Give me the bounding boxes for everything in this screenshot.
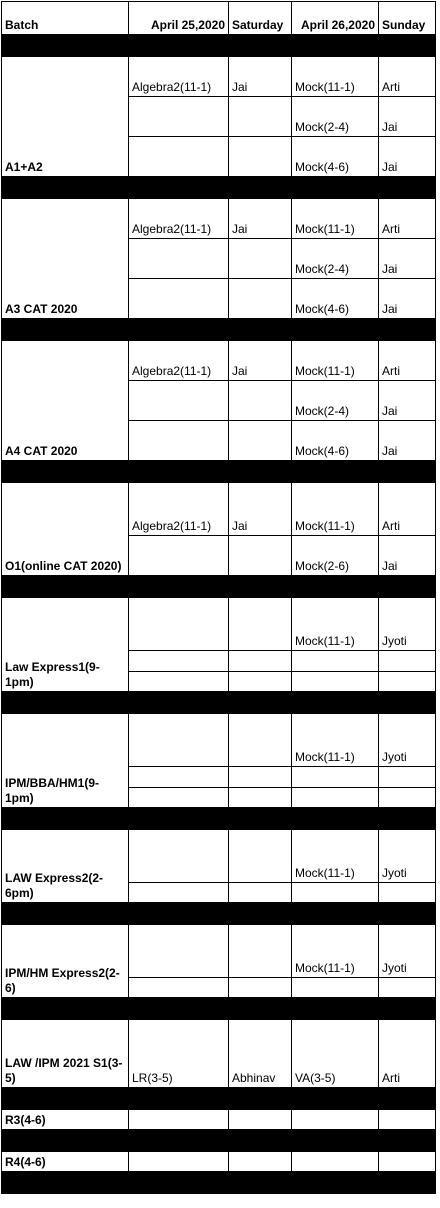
separator-cell <box>129 903 229 925</box>
header-date-2[interactable]: April 26,2020 <box>292 2 379 35</box>
separator-cell <box>129 1172 229 1194</box>
schedule-sheet <box>1 1 435 1194</box>
session-apr25[interactable]: Algebra2(11-1) <box>129 57 229 97</box>
session-apr25[interactable] <box>129 830 229 883</box>
header-day-1[interactable]: Saturday <box>229 2 292 35</box>
session-apr25[interactable] <box>129 536 229 576</box>
session-apr25[interactable] <box>129 421 229 461</box>
faculty-apr25[interactable]: Abhinav <box>229 1020 292 1088</box>
separator-cell <box>379 1172 436 1194</box>
faculty-apr26[interactable]: Arti <box>379 57 436 97</box>
session-apr25[interactable] <box>129 788 229 808</box>
separator-cell <box>292 1130 379 1152</box>
separator-cell <box>129 177 229 199</box>
session-apr25[interactable] <box>129 672 229 692</box>
header-row <box>2 2 436 35</box>
schedule-row <box>2 925 436 978</box>
faculty-apr26[interactable]: Jai <box>379 137 436 177</box>
faculty-apr25[interactable] <box>229 421 292 461</box>
session-apr25[interactable] <box>129 978 229 998</box>
session-apr26[interactable]: Mock(2-4) <box>292 381 379 421</box>
faculty-apr26[interactable]: Jai <box>379 97 436 137</box>
session-apr25[interactable] <box>129 925 229 978</box>
session-apr26[interactable]: Mock(11-1) <box>292 714 379 767</box>
separator-cell <box>292 808 379 830</box>
separator-cell <box>229 903 292 925</box>
session-apr25[interactable] <box>129 1152 229 1172</box>
session-apr25[interactable] <box>129 279 229 319</box>
header-batch[interactable]: Batch <box>2 2 129 35</box>
separator-cell <box>2 177 129 199</box>
separator-cell <box>2 1172 129 1194</box>
faculty-apr26[interactable]: Arti <box>379 341 436 381</box>
separator-cell <box>292 998 379 1020</box>
separator-cell <box>379 808 436 830</box>
separator-cell <box>229 1088 292 1110</box>
batch-name[interactable]: IPM/BBA/HM1(9-1pm) <box>2 714 129 808</box>
separator-cell <box>2 998 129 1020</box>
batch-name[interactable]: IPM/HM Express2(2-6) <box>2 925 129 998</box>
faculty-apr26[interactable]: Jyoti <box>379 830 436 883</box>
batch-name[interactable]: Law Express1(9-1pm) <box>2 598 129 692</box>
separator-cell <box>292 903 379 925</box>
separator-cell <box>229 692 292 714</box>
faculty-apr25[interactable] <box>229 714 292 767</box>
separator-cell <box>292 692 379 714</box>
schedule-row <box>2 1020 436 1088</box>
session-apr26[interactable] <box>292 1110 379 1130</box>
session-apr26[interactable] <box>292 767 379 788</box>
session-apr26[interactable] <box>292 651 379 672</box>
separator-cell <box>379 35 436 57</box>
header-day-2[interactable]: Sunday <box>379 2 436 35</box>
session-apr26[interactable]: Mock(11-1) <box>292 830 379 883</box>
separator-cell <box>229 576 292 598</box>
faculty-apr26[interactable] <box>379 767 436 788</box>
faculty-apr25[interactable]: Jai <box>229 57 292 97</box>
faculty-apr26[interactable] <box>379 651 436 672</box>
separator-cell <box>229 1172 292 1194</box>
session-apr26[interactable]: Mock(2-6) <box>292 536 379 576</box>
faculty-apr26[interactable] <box>379 672 436 692</box>
session-apr26[interactable] <box>292 672 379 692</box>
separator-cell <box>379 177 436 199</box>
faculty-apr25[interactable]: Jai <box>229 341 292 381</box>
separator-row <box>2 1088 436 1110</box>
faculty-apr25[interactable] <box>229 536 292 576</box>
session-apr25[interactable]: Algebra2(11-1) <box>129 199 229 239</box>
separator-cell <box>379 1130 436 1152</box>
batch-name[interactable]: LAW /IPM 2021 S1(3-5) <box>2 1020 129 1088</box>
faculty-apr26[interactable] <box>379 883 436 903</box>
faculty-apr25[interactable] <box>229 651 292 672</box>
separator-row <box>2 35 436 57</box>
faculty-apr25[interactable] <box>229 239 292 279</box>
separator-cell <box>379 692 436 714</box>
session-apr26[interactable] <box>292 883 379 903</box>
session-apr25[interactable] <box>129 883 229 903</box>
session-apr26[interactable]: Mock(4-6) <box>292 137 379 177</box>
faculty-apr26[interactable]: Jai <box>379 421 436 461</box>
session-apr26[interactable]: Mock(11-1) <box>292 57 379 97</box>
schedule-table <box>1 1 436 1194</box>
session-apr26[interactable]: Mock(4-6) <box>292 279 379 319</box>
faculty-apr25[interactable] <box>229 97 292 137</box>
faculty-apr25[interactable]: Jai <box>229 483 292 536</box>
session-apr25[interactable] <box>129 97 229 137</box>
separator-cell <box>129 998 229 1020</box>
faculty-apr25[interactable] <box>229 1152 292 1172</box>
faculty-apr25[interactable] <box>229 978 292 998</box>
schedule-body <box>2 2 436 1194</box>
session-apr26[interactable]: Mock(4-6) <box>292 421 379 461</box>
separator-cell <box>2 903 129 925</box>
faculty-apr26[interactable]: Jyoti <box>379 714 436 767</box>
separator-cell <box>379 998 436 1020</box>
session-apr25[interactable]: Algebra2(11-1) <box>129 341 229 381</box>
separator-cell <box>292 1172 379 1194</box>
separator-cell <box>229 461 292 483</box>
faculty-apr26[interactable] <box>379 1152 436 1172</box>
batch-name[interactable]: R3(4-6) <box>2 1110 129 1130</box>
schedule-row <box>2 714 436 767</box>
separator-row <box>2 808 436 830</box>
separator-cell <box>2 576 129 598</box>
batch-name[interactable]: R4(4-6) <box>2 1152 129 1172</box>
faculty-apr25[interactable] <box>229 279 292 319</box>
session-apr26[interactable]: Mock(11-1) <box>292 925 379 978</box>
separator-row <box>2 998 436 1020</box>
session-apr26[interactable] <box>292 978 379 998</box>
session-apr26[interactable] <box>292 788 379 808</box>
separator-cell <box>292 35 379 57</box>
schedule-row <box>2 341 436 381</box>
faculty-apr25[interactable] <box>229 883 292 903</box>
faculty-apr26[interactable]: Arti <box>379 199 436 239</box>
session-apr25[interactable] <box>129 651 229 672</box>
faculty-apr26[interactable] <box>379 788 436 808</box>
separator-cell <box>292 177 379 199</box>
separator-row <box>2 903 436 925</box>
batch-name[interactable]: O1(online CAT 2020) <box>2 483 129 576</box>
session-apr25[interactable]: LR(3-5) <box>129 1020 229 1088</box>
separator-row <box>2 461 436 483</box>
separator-cell <box>129 319 229 341</box>
schedule-row <box>2 1152 436 1172</box>
faculty-apr26[interactable]: Arti <box>379 483 436 536</box>
separator-cell <box>2 1088 129 1110</box>
separator-cell <box>129 692 229 714</box>
separator-cell <box>2 319 129 341</box>
separator-cell <box>379 576 436 598</box>
separator-cell <box>379 903 436 925</box>
session-apr25[interactable] <box>129 767 229 788</box>
batch-name[interactable]: A1+A2 <box>2 57 129 177</box>
separator-cell <box>129 576 229 598</box>
separator-cell <box>292 461 379 483</box>
separator-cell <box>379 461 436 483</box>
separator-cell <box>229 808 292 830</box>
session-apr26[interactable]: Mock(11-1) <box>292 598 379 651</box>
separator-cell <box>129 808 229 830</box>
separator-cell <box>2 1130 129 1152</box>
separator-cell <box>379 1088 436 1110</box>
schedule-row <box>2 199 436 239</box>
schedule-row <box>2 1110 436 1130</box>
separator-cell <box>229 1130 292 1152</box>
session-apr26[interactable]: Mock(2-4) <box>292 97 379 137</box>
batch-name[interactable]: A3 CAT 2020 <box>2 199 129 319</box>
faculty-apr25[interactable] <box>229 381 292 421</box>
faculty-apr25[interactable] <box>229 1110 292 1130</box>
separator-cell <box>292 1088 379 1110</box>
faculty-apr25[interactable]: Jai <box>229 199 292 239</box>
faculty-apr25[interactable] <box>229 830 292 883</box>
separator-cell <box>129 461 229 483</box>
separator-row <box>2 177 436 199</box>
session-apr25[interactable] <box>129 239 229 279</box>
faculty-apr25[interactable] <box>229 598 292 651</box>
faculty-apr26[interactable] <box>379 1110 436 1130</box>
faculty-apr25[interactable] <box>229 788 292 808</box>
faculty-apr25[interactable] <box>229 925 292 978</box>
header-date-1[interactable]: April 25,2020 <box>129 2 229 35</box>
session-apr25[interactable] <box>129 714 229 767</box>
separator-cell <box>229 319 292 341</box>
session-apr25[interactable] <box>129 381 229 421</box>
separator-cell <box>129 35 229 57</box>
schedule-row <box>2 57 436 97</box>
separator-row <box>2 576 436 598</box>
separator-cell <box>379 319 436 341</box>
session-apr25[interactable] <box>129 137 229 177</box>
separator-cell <box>229 998 292 1020</box>
separator-cell <box>2 692 129 714</box>
separator-cell <box>129 1088 229 1110</box>
faculty-apr26[interactable]: Jai <box>379 536 436 576</box>
session-apr26[interactable]: Mock(11-1) <box>292 199 379 239</box>
session-apr25[interactable]: Algebra2(11-1) <box>129 483 229 536</box>
separator-row <box>2 319 436 341</box>
separator-row <box>2 692 436 714</box>
faculty-apr26[interactable]: Jai <box>379 279 436 319</box>
separator-cell <box>129 1130 229 1152</box>
separator-cell <box>2 808 129 830</box>
session-apr26[interactable]: Mock(11-1) <box>292 483 379 536</box>
batch-name[interactable]: LAW Express2(2-6pm) <box>2 830 129 903</box>
batch-name[interactable]: A4 CAT 2020 <box>2 341 129 461</box>
faculty-apr26[interactable] <box>379 978 436 998</box>
faculty-apr25[interactable] <box>229 137 292 177</box>
separator-cell <box>2 461 129 483</box>
separator-row <box>2 1172 436 1194</box>
separator-cell <box>292 576 379 598</box>
session-apr26[interactable]: Mock(11-1) <box>292 341 379 381</box>
faculty-apr26[interactable]: Arti <box>379 1020 436 1088</box>
session-apr26[interactable] <box>292 1152 379 1172</box>
faculty-apr25[interactable] <box>229 672 292 692</box>
separator-cell <box>229 35 292 57</box>
separator-cell <box>229 177 292 199</box>
faculty-apr26[interactable]: Jai <box>379 239 436 279</box>
session-apr25[interactable] <box>129 1110 229 1130</box>
faculty-apr26[interactable]: Jyoti <box>379 925 436 978</box>
separator-row <box>2 1130 436 1152</box>
faculty-apr25[interactable] <box>229 767 292 788</box>
separator-cell <box>292 319 379 341</box>
schedule-row <box>2 483 436 536</box>
separator-cell <box>2 35 129 57</box>
session-apr26[interactable]: VA(3-5) <box>292 1020 379 1088</box>
faculty-apr26[interactable]: Jyoti <box>379 598 436 651</box>
session-apr25[interactable] <box>129 598 229 651</box>
session-apr26[interactable]: Mock(2-4) <box>292 239 379 279</box>
faculty-apr26[interactable]: Jai <box>379 381 436 421</box>
schedule-row <box>2 830 436 883</box>
schedule-row <box>2 598 436 651</box>
